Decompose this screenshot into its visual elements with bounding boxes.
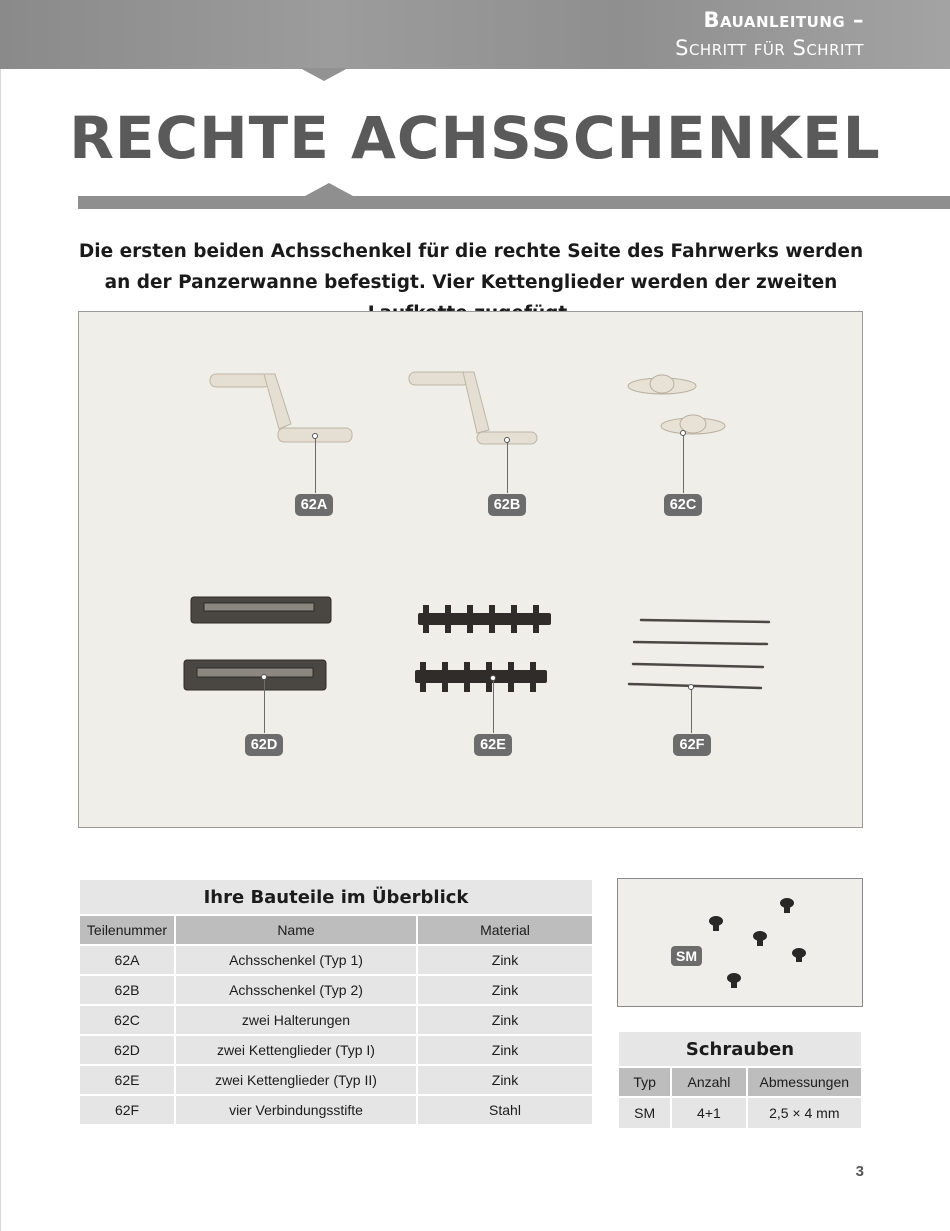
callout-dot-62d [261,674,267,680]
callout-line-62b [507,440,508,493]
part-label-62d: 62D [245,734,283,756]
header-title: Bauanleitung – [703,8,864,32]
cell-screw-type: SM [618,1097,671,1129]
cell-part-name: Achsschenkel (Typ 1) [175,945,417,975]
column-header-abmessungen: Abmessungen [747,1067,862,1097]
part-label-62e: 62E [474,734,512,756]
screws-table [617,1030,863,1130]
part-label-62b: 62B [488,494,526,516]
cell-material: Stahl [417,1095,593,1125]
parts-table [78,878,594,1126]
callout-line-62c [683,433,684,493]
header-subtitle: Schritt für Schritt [675,36,864,60]
screw-label-sm: SM [671,946,702,966]
part-label-62a: 62A [295,494,333,516]
screws-illustration [618,879,864,1008]
screws-table-title: Schrauben [618,1031,862,1067]
page-edge [0,69,1,1231]
callout-dot-62f [688,684,694,690]
callout-dot-62a [312,433,318,439]
cell-part-name: zwei Kettenglieder (Typ I) [175,1035,417,1065]
cell-material: Zink [417,1005,593,1035]
callout-dot-62c [680,430,686,436]
part-62a-shape [210,374,352,442]
parts-table-title: Ihre Bauteile im Überblick [79,879,593,915]
part-62e-shape [415,605,551,692]
cell-part-name: vier Verbindungsstifte [175,1095,417,1125]
column-header-teilenummer: Teilenummer [79,915,175,945]
screws-photo [617,878,863,1007]
part-62d-shape [184,597,331,690]
parts-illustration [79,312,864,829]
callout-line-62f [691,688,692,733]
title-divider [78,196,950,209]
callout-dot-62b [504,437,510,443]
callout-line-62a [315,436,316,493]
cell-part-number: 62A [79,945,175,975]
table-row [79,1065,593,1095]
part-label-62f: 62F [673,734,711,756]
column-header-anzahl: Anzahl [671,1067,746,1097]
part-62f-shape [629,620,769,688]
column-header-typ: Typ [618,1067,671,1097]
callout-dot-62e [490,675,496,681]
column-header-name: Name [175,915,417,945]
table-row [618,1097,862,1129]
cell-part-name: zwei Halterungen [175,1005,417,1035]
table-row [79,1005,593,1035]
part-62c-shape [628,375,725,434]
cell-material: Zink [417,1035,593,1065]
cell-part-name: zwei Kettenglieder (Typ II) [175,1065,417,1095]
banner-notch [300,68,348,81]
callout-line-62e [493,678,494,733]
part-62b-shape [409,372,537,444]
cell-part-number: 62B [79,975,175,1005]
intro-text: Die ersten beiden Achsschenkel für die rechte Seite des Fahrwerks werden an der Panzerwanne befestigt. Vier Kettenglieder werden der zweiten [78,241,864,293]
parts-photo [78,311,863,828]
table-row [79,1095,593,1125]
page-number: 3 [855,1163,864,1180]
cell-part-number: 62D [79,1035,175,1065]
cell-part-number: 62F [79,1095,175,1125]
table-row [79,975,593,1005]
cell-screw-size: 2,5 × 4 mm [747,1097,862,1129]
column-header-material: Material [417,915,593,945]
cell-screw-count: 4+1 [671,1097,746,1129]
cell-material: Zink [417,975,593,1005]
table-row [79,1035,593,1065]
cell-part-number: 62E [79,1065,175,1095]
cell-material: Zink [417,945,593,975]
table-row [79,945,593,975]
part-label-62c: 62C [664,494,702,516]
header-banner [0,0,950,69]
cell-part-name: Achsschenkel (Typ 2) [175,975,417,1005]
page-title: RECHTE ACHSSCHENKEL [69,104,881,172]
cell-material: Zink [417,1065,593,1095]
callout-line-62d [264,677,265,733]
cell-part-number: 62C [79,1005,175,1035]
